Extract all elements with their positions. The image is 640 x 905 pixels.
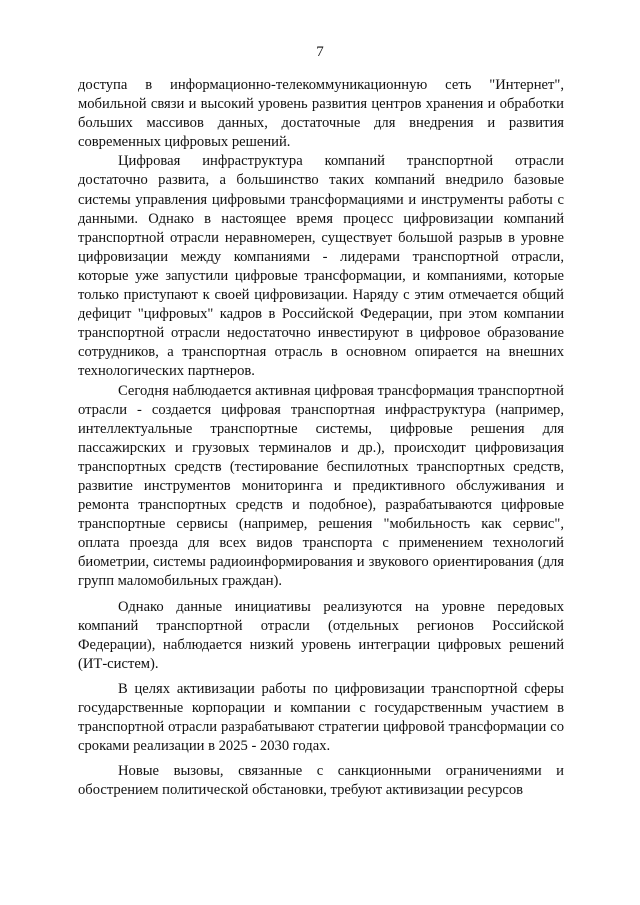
paragraph-new-challenges: Новые вызовы, связанные с санкционными ограничениями и обострением политической обстановки, требуют активизации ресурсов bbox=[78, 763, 564, 799]
paragraph-continuation: доступа в информационно-телекоммуникационную сеть "Интернет", мобильной связи и высокий уровень развития центров хранения и обработки больших массивов данных, достаточные для внедрения и развития современных цифровых решений. bbox=[78, 77, 564, 151]
page-number: 7 bbox=[316, 44, 324, 60]
paragraph-digital-infrastructure: Цифровая инфраструктура компаний транспортной отрасли достаточно развита, а большинство таких компаний внедрило базовые системы управления цифровыми трансформациями и инструменты работы с данными. Однако в настоящее время процесс цифровизации компаний транспортной отрасли неравномерен, существует большой разрыв в уровне цифровизации между компаниями - лидерами транспортной отрасли, которые уже запустили цифровые трансформации, и компаниями, которые только приступают к своей цифровизации. Наряду с этим отмечается общий дефицит "цифровых" кадров в Российской Федерации, при этом компании транспортной отрасли недостаточно инвестируют в цифровое образование сотрудников, а транспортная отрасль в основном опирается на внешних технологических партнеров. bbox=[78, 153, 564, 380]
paragraph-state-corporations: В целях активизации работы по цифровизации транспортной сферы государственные корпорации и компании с государственным участием в транспортной отрасли разрабатывают стратегии цифровой трансформации со сроками реализации в 2025 - 2030 годах. bbox=[78, 680, 564, 755]
paragraph-initiatives: Однако данные инициативы реализуются на уровне передовых компаний транспортной отрасли (отдельных регионов Российской Федерации), наблюдается низкий уровень интеграции цифровых решений (ИТ-систем). bbox=[78, 598, 564, 672]
document-body bbox=[78, 76, 564, 800]
paragraph-digital-transformation: Сегодня наблюдается активная цифровая трансформация транспортной отрасли - создается цифровая транспортная инфраструктура (например, интеллектуальные транспортные системы, цифровые решения для пассажирских и грузовых терминалов и др.), происходит цифровизация транспортных средств (тестирование беспилотных транспортных средств, развитие инструментов мониторинга и предиктивного обслуживания и ремонта транспортных средств и подобное), разрабатываются цифровые транспортные сервисы (например, решения "мобильность как сервис", оплата проезда для всех видов транспорта с применением технологий биометрии, системы радиоинформирования и звукового ориентирования (для групп маломобильных граждан). bbox=[78, 382, 564, 590]
